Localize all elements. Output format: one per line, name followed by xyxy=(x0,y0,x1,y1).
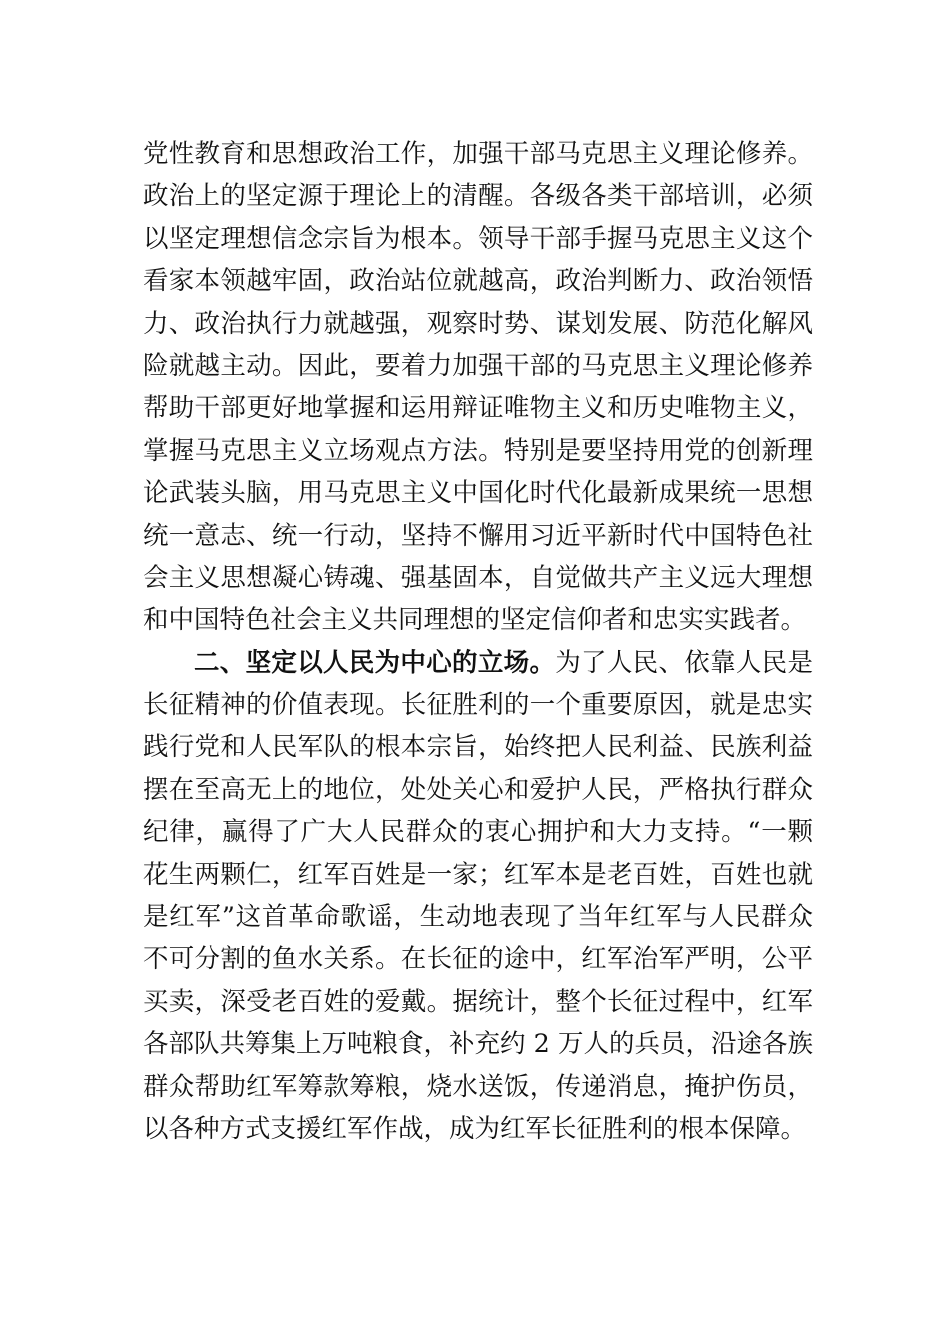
text-line: 论武装头脑，用马克思主义中国化时代化最新成果统一思想 xyxy=(143,478,813,509)
text-line: 政治上的坚定源于理论上的清醒。各级各类干部培训，必须 xyxy=(143,181,813,212)
text-line: 群众帮助红军筹款筹粮，烧水送饭，传递消息，掩护伤员， xyxy=(143,1071,813,1102)
text-line: 以各种方式支援红军作战，成为红军长征胜利的根本保障。 xyxy=(143,1113,807,1144)
paragraph-first-line xyxy=(143,642,813,684)
text-line: 掌握马克思主义立场观点方法。特别是要坚持用党的创新理 xyxy=(143,435,813,466)
text-line: 统一意志、统一行动，坚持不懈用习近平新时代中国特色社 xyxy=(143,520,813,551)
text-line: 践行党和人民军队的根本宗旨，始终把人民利益、民族利益 xyxy=(143,732,813,763)
body-text xyxy=(143,133,813,1150)
text-line: 和中国特色社会主义共同理想的坚定信仰者和忠实实践者。 xyxy=(143,605,807,636)
text-line: 摆在至高无上的地位，处处关心和爱护人民，严格执行群众 xyxy=(143,774,813,805)
section-heading: 二、坚定以人民为中心的立场。 xyxy=(194,647,556,678)
text-line: 不可分割的鱼水关系。在长征的途中，红军治军严明，公平 xyxy=(143,944,813,975)
text-line: 花生两颗仁，红军百姓是一家；红军本是老百姓，百姓也就 xyxy=(143,859,813,890)
text-line: 长征精神的价值表现。长征胜利的一个重要原因，就是忠实 xyxy=(143,690,813,721)
text-line: 以坚定理想信念宗旨为根本。领导干部手握马克思主义这个 xyxy=(143,223,813,254)
text-line: 各部队共筹集上万吨粮食，补充约 2 万人的兵员，沿途各族 xyxy=(143,1029,813,1060)
text-line: 党性教育和思想政治工作，加强干部马克思主义理论修养。 xyxy=(143,139,813,169)
text-line: 帮助干部更好地掌握和运用辩证唯物主义和历史唯物主义， xyxy=(143,393,813,424)
text-line: 买卖，深受老百姓的爱戴。据统计，整个长征过程中，红军 xyxy=(143,986,813,1017)
heading-continuation: 为了人民、依靠人民是 xyxy=(555,647,813,678)
text-line: 看家本领越牢固，政治站位就越高，政治判断力、政治领悟 xyxy=(143,266,813,297)
text-line: 力、政治执行力就越强，观察时势、谋划发展、防范化解风 xyxy=(143,308,813,339)
text-line: 是红军”这首革命歌谣，生动地表现了当年红军与人民群众 xyxy=(143,902,813,933)
paragraph-1 xyxy=(143,133,813,642)
text-line: 纪律，赢得了广大人民群众的衷心拥护和大力支持。“一颗 xyxy=(143,817,813,848)
paragraph-2 xyxy=(143,642,813,1151)
text-line: 险就越主动。因此，要着力加强干部的马克思主义理论修养 xyxy=(143,350,813,381)
text-line: 会主义思想凝心铸魂、强基固本，自觉做共产主义远大理想 xyxy=(143,562,813,593)
